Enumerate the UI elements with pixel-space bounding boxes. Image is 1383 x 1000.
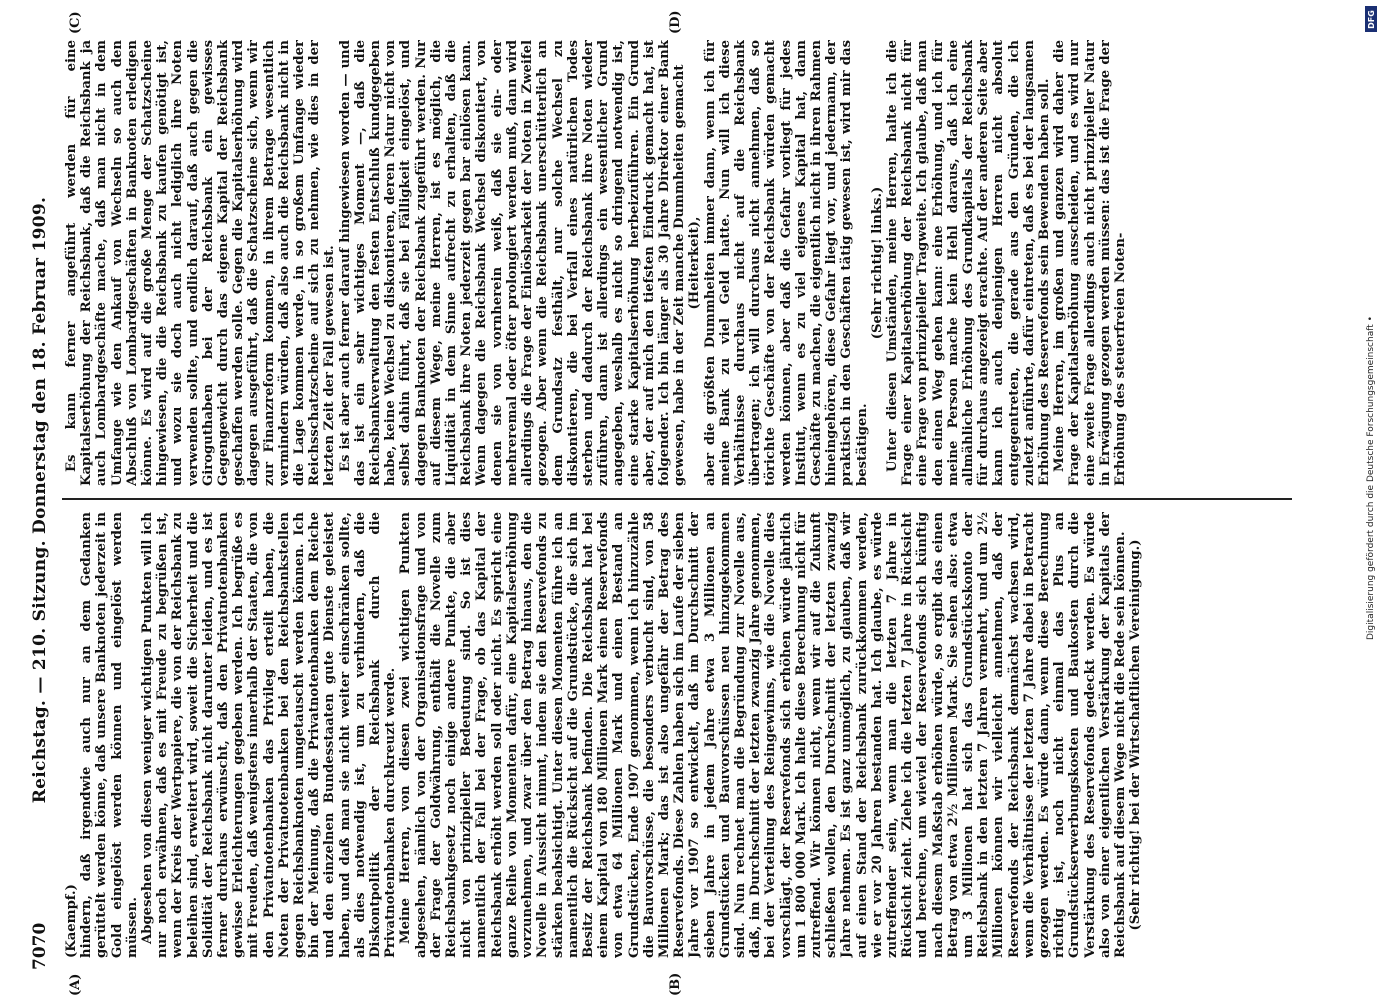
margin-mark-a: (A) — [68, 973, 83, 996]
margin-mark-b: (B) — [668, 972, 683, 996]
paragraph: aber die größten Dummheiten immer dann, wenn ich für meine Bank zu viel Geld hatte. Nun will ich diese Verhältnisse durchaus nicht auf die Reichsbank übertragen; ich will durchaus nicht annehmen, daß so törichte Geschäfte von der Reichsbank würden gemacht werden können, aber daß die Gefahr vorliegt für jedes Institut, wenn es zu viel eigenes Kapital hat, dann Geschäfte zu machen, die eigentlich nicht in ihren Rahmen hineingehören, diese Gefahr liegt vor, und jedermann, der praktisch in den Geschäften tätig gewesen ist, wird mir das bestätigen. — [702, 40, 870, 486]
margin-mark-c: (C) — [68, 11, 83, 34]
interjection: (Heiterkeit), — [687, 216, 703, 310]
digitization-credit — [1366, 40, 1380, 1000]
speaker-tag: (Kaempf.) — [64, 884, 79, 958]
page-title: Reichstag. — 210. Sitzung. Donnerstag den 18. Februar 1909. — [30, 196, 50, 804]
dfg-logo-text: DFG — [1366, 9, 1376, 29]
paragraph: Es kann ferner angeführt werden für eine Kapitalserhöhung der Reichsbank, daß die Reichsbank ja auch Lombardgeschäfte mache, daß man nicht in dem Umfange wie den Ankauf von Wechseln so auch den Abschluß von Lombardgeschäften in Banknoten erledigen könne. Es wird auf die große Menge der Schatzscheine hingewiesen, die die Reichsbank zu kaufen genötigt ist, und wozu sie doch auch nicht lediglich ihre Noten verwenden sollte, und endlich darauf, daß auch gegen die Giroguthaben bei der Reichsbank ein gewisses Gegengewicht durch das eigene Kapital der Reichsbank geschaffen werden solle. Gegen die Kapitalserhöhung wird dagegen ausgeführt, daß die Schatzscheine sich, wenn wir zur Finanzreform kommen, in ihrem Betrage wesentlich vermindern würden, daß also auch die Reichsbank nicht in die Lage kommen werde, in so großem Umfange wieder Reichsschatzscheine auf sich zu nehmen, wie dies in der letzten Zeit der Fall gewesen ist. — [64, 40, 338, 486]
right-column — [64, 40, 1294, 486]
paragraph: Abgesehen von diesen weniger wichtigen Punkten will ich nur noch erwähnen, daß es mit Freude zu begrüßen ist, wenn der Kreis der Wertpapiere, die von der Reichsbank zu beleihen sind, erweitert wird, soweit die Sicherheit und die Solidität der Reichsbank nicht darunter leiden, und es ist ferner durchaus erwünscht, daß den Privatnotenbanken gewisse Erleichterungen gegeben werden. Ich begrüße es mit Freuden, daß wenigstens innerhalb der Staaten, die von den Privatnotenbanken das Privileg erteilt haben, die Noten der Privatnotenbanken bei den Reichsbankstellen gegen Reichsbanknoten umgetauscht werden können. Ich bin der Meinung, daß die Privatnotenbanken dem Reiche und den einzelnen Bundesstaaten gute Dienste geleistet haben, und daß man sie nicht weiter einschränken sollte, als dies notwendig ist, um zu verhindern, daß die Diskontpolitik der Reichsbank durch die Privatnotenbanken durchkreuzt werde. — [140, 512, 399, 958]
paragraph: Meine Herren, von diesen zwei wichtigen Punkten abgesehen, nämlich von der Organisationsfrage und von der Frage der Goldwährung, enthält die Novelle zum Reichsbankgesetz noch einige andere Punkte, die aber nicht von prinzipieller Bedeutung sind. So ist dies namentlich der Fall bei der Frage, ob das Kapital der Reichsbank erhöht werden soll oder nicht. Es spricht eine ganze Reihe von Momenten dafür, eine Kapitalserhöhung vorzunehmen, und zwar über den Betrag hinaus, den die Novelle in Aussicht nimmt, indem sie den Reservefonds zu stärken beabsichtigt. Unter diesen Momenten führe ich an namentlich die Rücksicht auf die Grundstücke, die sich im Besitz der Reichsbank befinden. Die Reichsbank hat bei einem Kapital von 180 Millionen Mark einen Reservefonds von etwa 64 Millionen Mark und einen Bestand an Grundstücken, Ende 1907 genommen, wenn ich hinzuzähle die Bauvorschüsse, die besonders verbucht sind, von 58 Millionen Mark; das ist also ungefähr der Betrag des Reservefonds. Diese Zahlen haben sich im Laufe der sieben Jahre vor 1907 so entwickelt, daß im Durchschnitt der sieben Jahre in jedem Jahre etwa 3 Millionen an Grundstücken und Bauvorschüssen neu hinzugekommen sind. Nun rechnet man die Begründung zur Novelle aus, daß, im Durchschnitt der letzten zwanzig Jahre genommen, bei der Verteilung des Reingewinns, wie die Novelle dies vorschlägt, der Reservefonds sich erhöhen würde jährlich um 1 800 000 Mark. Ich halte diese Berechnung nicht für zutreffend. Wir können nicht, wenn wir auf die Zukunft schließen wollen, den Durchschnitt der letzten zwanzig Jahre nehmen. Es ist ganz unmöglich, zu glauben, daß wir auf einen Stand der Reichsbank zurückkommen werden, wie er vor 20 Jahren bestanden hat. Ich glaube, es würde zutreffender sein, wenn man die letzten 7 Jahre in Rücksicht zieht. Ziehe ich die letzten 7 Jahre in Rücksicht und berechne, um wieviel der Reservefonds sich künftig nach diesem Maßstab erhöhen würde, so ergibt das einen Betrag von etwa 2½ Millionen Mark. Sie sehen also: etwa um 3 Millionen hat sich das Grundstückskonto der Reichsbank in den letzten 7 Jahren vermehrt, und um 2½ Millionen können wir vielleicht annehmen, daß der Reservefonds der Reichsbank demnächst wachsen wird, wenn die Verhältnisse der letzten 7 Jahre dabei in Betracht gezogen werden. Es würde dann, wenn diese Berechnung richtig ist, noch nicht einmal das Plus an Grundstückserwerbungskosten und Baukosten durch die Verstärkung des Reservefonds gedeckt werden. Es würde also von einer eigentlichen Verstärkung der Kapitals der Reichsbank auf diesem Wege nicht die Rede sein können. — [398, 512, 1129, 958]
dfg-logo — [1365, 6, 1377, 32]
interjection: (Sehr richtig! bei der Wirtschaftlichen Vereinigung.) — [1128, 539, 1144, 931]
digitization-credit-text: Digitalisierung gefördert durch die Deutsche Forschungsgemeinschaft • — [1366, 316, 1376, 640]
paragraph: hindern, daß irgendwie auch nur an dem Gedanken gerüttelt werden könne, daß unsere Banknoten jederzeit in Gold eingelöst werden können und eingelöst werden müssen. — [79, 512, 140, 958]
paragraph: Meine Herren, im großen und ganzen wird daher die Frage der Kapitalserhöhung ausscheiden, und es wird nur eine zweite Frage allerdings auch nicht prinzipieller Natur in Erwägung gezogen werden müssen: das ist die Frage der Erhöhung des steuerfreien Noten- — [1052, 40, 1129, 486]
page-header — [28, 30, 58, 970]
rotated-page — [28, 10, 1348, 996]
paragraph: Es ist aber auch ferner darauf hingewiesen worden — und das ist ein sehr wichtiges Moment —, daß die Reichsbankverwaltung den festen Entschluß kundgegeben habe, keine Wechsel zu diskontieren, deren Natur nicht von selbst dahin führt, daß sie bei Fälligkeit eingelöst, und dagegen Banknoten der Reichsbank zugeführt werden. Nur auf diesem Wege, meine Herren, ist es möglich, die Liquidität in dem Sinne aufrecht zu erhalten, daß die Reichsbank ihre Noten jederzeit gegen bar einlösen kann. Wenn dagegen die Reichsbank Wechsel diskontiert, von denen sie von vornherein weiß, daß sie ein- oder mehreremal oder öfter prolongiert werden muß, dann wird allerdings die Frage der Einlösbarkeit der Noten in Zweifel gezogen. Aber wenn die Reichsbank unerschütterlich an dem Grundsatz festhält, nur solche Wechsel zu diskontieren, die bei Verfall eines natürlichen Todes sterben und dadurch der Reichsbank ihre Noten wieder zuführen, dann ist allerdings ein wesentlicher Grund angegeben, weshalb es nicht so dringend notwendig ist, eine starke Kapitalserhöhung herbeizuführen. Ein Grund aber, der auf mich den tiefsten Eindruck gemacht hat, ist folgender. Ich bin länger als 30 Jahre Direktor einer Bank gewesen, habe in der Zeit manche Dummheiten gemacht — [337, 40, 688, 486]
page-number: 7070 — [30, 922, 50, 970]
column-divider — [62, 498, 1292, 500]
interjection: (Sehr richtig! links.) — [869, 186, 885, 340]
left-column — [64, 512, 1294, 958]
margin-mark-d: (D) — [668, 10, 683, 34]
paragraph: Unter diesen Umständen, meine Herren, halte ich die Frage einer Kapitalserhöhung der Reichsbank nicht für eine Frage von prinzipieller Tragweite. Ich glaube, daß man den einen Weg gehen kann: eine Erhöhung, und ich für meine Person mache kein Hehl daraus, daß ich eine allmähliche Erhöhung des Grundkapitals der Reichsbank für durchaus angezeigt erachte. Auf der anderen Seite aber kann ich auch denjenigen Herren nicht absolut entgegentreten, die gerade aus den Gründen, die ich zuletzt anführte, dafür eintreten, daß es bei der langsamen Erhöhung des Reservefonds sein Bewenden haben soll. — [884, 40, 1052, 486]
